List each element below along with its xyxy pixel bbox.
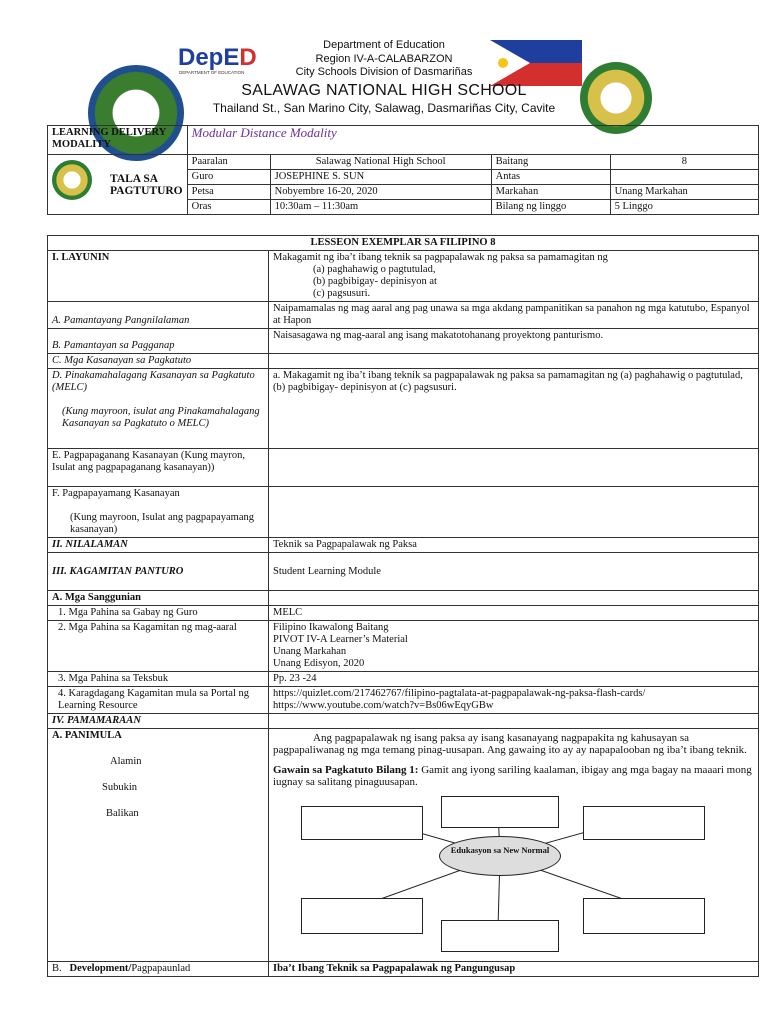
web-box[interactable]: [441, 796, 559, 828]
pagpapaganang-label: E. Pagpapaganang Kasanayan (Kung mayron, Isulat ang pagpapaganang kasanayan)): [48, 449, 269, 487]
sanggunian-2-line: Unang Markahan: [273, 646, 347, 657]
sanggunian-3-value: Pp. 23 -24: [269, 672, 759, 687]
sanggunian-1-label: 1. Mga Pahina sa Gabay ng Guro: [48, 606, 269, 621]
deped-logo: DepED: [178, 44, 257, 71]
sanggunian-label: A. Mga Sanggunian: [48, 591, 269, 606]
info-value: Nobyembre 16-20, 2020: [270, 185, 491, 200]
subukin-label: Subukin: [102, 782, 138, 793]
development-label: [48, 962, 269, 977]
layunin-line: (a) paghahawig o pagtutulad,: [313, 264, 436, 275]
panimula-label: A. PANIMULA: [52, 730, 122, 741]
layunin-line: (c) pagsusuri.: [313, 288, 371, 299]
gawain-instructions: Gamit ang iyong sariling kaalaman, ibigay ang mga bagay na maaari mong iugnay sa salitang pinaguusapan.: [273, 764, 752, 788]
info-value: 8: [610, 155, 758, 170]
resource-link[interactable]: https://quizlet.com/217462767/filipino-pagtalata-at-pagpapalawak-ng-paksa-flash-cards/: [273, 688, 646, 699]
kasanayan-value: [269, 354, 759, 369]
info-value: 5 Linggo: [610, 200, 758, 215]
web-box[interactable]: [301, 898, 423, 934]
sanggunian-2-line: PIVOT IV-A Learner’s Material: [273, 634, 408, 645]
info-label: Baitang: [491, 155, 610, 170]
development-letter: B.: [52, 963, 62, 974]
panimula-text: Ang pagpapalawak ng isang paksa ay isang kasanayang nagpapakita ng kahusayan sa pagpapaliwanag ng mga temang pinag-uusapan. Ang gawaing ito ay ay napapalooban ng iba’t ibang teknik.: [273, 732, 747, 756]
melc-value: a. Makagamit ng iba’t ibang teknik sa pagpapalawak ng paksa sa pamamagitan ng (a) paghahawig o pagtutulad, (b) pagbibigay- depinisyon at (c) pagsusuri.: [269, 369, 759, 449]
pamamaraan-value: [269, 714, 759, 729]
deped-logo-subtitle: DEPARTMENT OF EDUCATION: [179, 70, 245, 75]
layunin-line: Makagamit ng iba’t ibang teknik sa pagpapalawak ng paksa sa pamamagitan ng: [273, 252, 608, 263]
kagamitan-value: Student Learning Module: [269, 553, 759, 591]
tala-label: TALA SA PAGTUTURO: [106, 155, 187, 215]
panimula-content: [269, 729, 759, 962]
pagpapayamang-title: F. Pagpapayamang Kasanayan: [52, 488, 180, 499]
sanggunian-2-label: 2. Mga Pahina sa Kagamitan ng mag-aaral: [48, 621, 269, 672]
panimula-label-cell: [48, 729, 269, 962]
info-label: Antas: [491, 170, 610, 185]
layunin-value: [269, 251, 759, 302]
sanggunian-3-label: 3. Mga Pahina sa Teksbuk: [48, 672, 269, 687]
web-box[interactable]: [301, 806, 423, 840]
sanggunian-2-value: [269, 621, 759, 672]
kagamitan-label: III. KAGAMITAN PANTURO: [48, 553, 269, 591]
pagpapayamang-value: [269, 487, 759, 538]
info-label: Markahan: [491, 185, 610, 200]
kasanayan-label: C. Mga Kasanayan sa Pagkatuto: [48, 354, 269, 369]
melc-label: [48, 369, 269, 449]
info-value: Salawag National High School: [270, 155, 491, 170]
pagpapayamang-label: [48, 487, 269, 538]
melc-note: (Kung mayroon, isulat ang Pinakamahalagang Kasanayan sa Pagkatuto o MELC): [62, 406, 260, 429]
sanggunian-4-label: 4. Karagdagang Kagamitan mula sa Portal ng Learning Resource: [48, 687, 269, 714]
resource-link[interactable]: https://www.youtube.com/watch?v=Bs06wEqyGBw: [273, 700, 494, 711]
layunin-label: I. LAYUNIN: [48, 251, 269, 302]
sanggunian-1-value: MELC: [269, 606, 759, 621]
web-box[interactable]: [441, 920, 559, 952]
info-label: Paaralan: [187, 155, 270, 170]
ldm-value: Modular Distance Modality: [187, 126, 758, 155]
school-address: Thailand St., San Marino City, Salawag, Dasmariñas City, Cavite: [212, 101, 556, 115]
sanggunian-4-value: [269, 687, 759, 714]
info-value: JOSEPHINE S. SUN: [270, 170, 491, 185]
nilalaman-value: Teknik sa Pagpapalawak ng Paksa: [269, 538, 759, 553]
layunin-line: (b) pagbibigay- depinisyon at: [313, 276, 437, 287]
header-region: Region IV-A-CALABARZON: [315, 53, 453, 65]
sanggunian-2-line: Unang Edisyon, 2020: [273, 658, 365, 669]
school-name: SALAWAG NATIONAL HIGH SCHOOL: [241, 82, 527, 99]
info-table: [47, 125, 759, 215]
info-label: Petsa: [187, 185, 270, 200]
info-value: 10:30am – 11:30am: [270, 200, 491, 215]
development-bold: Development/: [69, 963, 132, 974]
pagpapayamang-note: (Kung mayroon, Isulat ang pagpapayamang kasanayan): [70, 512, 254, 535]
sanggunian-2-line: Filipino Ikawalong Baitang: [273, 622, 389, 633]
sanggunian-value: [269, 591, 759, 606]
info-value: [610, 170, 758, 185]
pamantayang-pangnilalaman-label: A. Pamantayang Pangnilalaman: [48, 302, 269, 329]
gawain-text: [273, 764, 754, 788]
balikan-label: Balikan: [106, 808, 139, 819]
pamantayan-pagganap-label: B. Pamantayan sa Pagganap: [48, 329, 269, 354]
info-label: Guro: [187, 170, 270, 185]
pamantayang-pangnilalaman-value: Naipamamalas ng mag aaral ang pag unawa sa mga akdang pampanitikan sa panahon ng mga katutubo, Espanyol at Hapon: [269, 302, 759, 329]
lesson-title: LESSEON EXEMPLAR SA FILIPINO 8: [48, 236, 759, 251]
web-box[interactable]: [583, 898, 705, 934]
nilalaman-label: II. NILALAMAN: [48, 538, 269, 553]
pamantayan-pagganap-value: Naisasagawa ng mag-aaral ang isang makatotohanang proyektong panturismo.: [269, 329, 759, 354]
melc-title: D. Pinakamahalagang Kasanayan sa Pagkatuto (MELC): [52, 370, 255, 393]
web-center: Edukasyon sa New Normal: [439, 836, 561, 876]
gawain-title: Gawain sa Pagkatuto Bilang 1:: [273, 764, 419, 776]
info-label: Oras: [187, 200, 270, 215]
tala-seal-icon: [52, 160, 92, 200]
alamin-label: Alamin: [110, 756, 142, 767]
web-box[interactable]: [583, 806, 705, 840]
header-dept: Department of Education: [323, 39, 445, 51]
header-division: City Schools Division of Dasmariñas: [295, 66, 473, 78]
pamamaraan-label: IV. PAMAMARAAN: [48, 714, 269, 729]
pagpapaganang-value: [269, 449, 759, 487]
info-label: Bilang ng linggo: [491, 200, 610, 215]
development-value: Iba’t Ibang Teknik sa Pagpapalawak ng Pangungusap: [269, 962, 759, 977]
info-value: Unang Markahan: [610, 185, 758, 200]
development-rest: Pagpapaunlad: [131, 963, 191, 974]
ldm-label: LEARNING DELIVERY MODALITY: [48, 126, 188, 155]
lesson-table: [47, 235, 759, 977]
tala-logo-cell: [48, 155, 107, 215]
concept-web: [273, 788, 754, 960]
